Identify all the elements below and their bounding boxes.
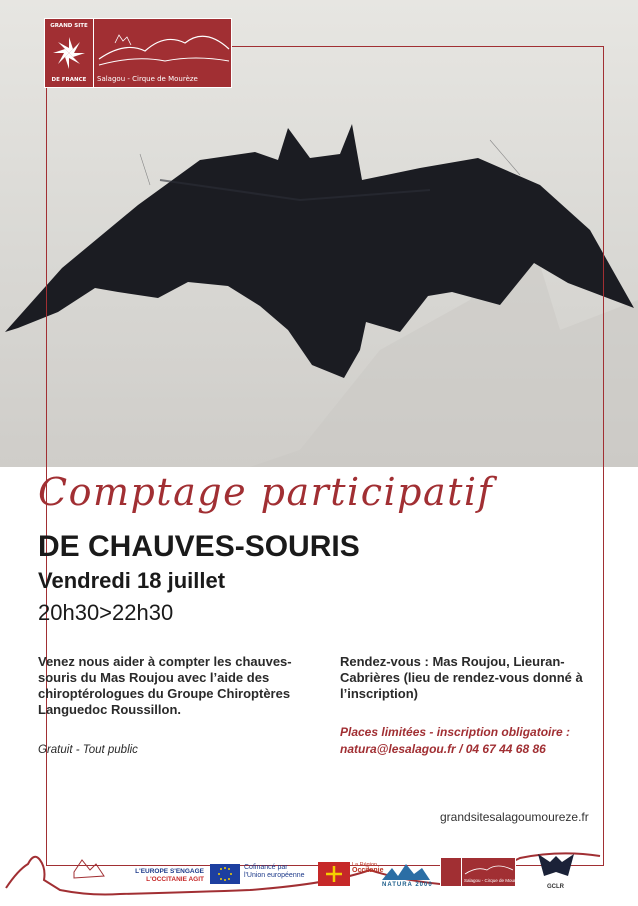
logo-top-text: GRAND SITE: [50, 23, 88, 29]
logo-subtitle: Salagou - Cirque de Mourèze: [97, 75, 198, 83]
small-emblem-icon: [441, 858, 462, 886]
occitanie-cross-icon: [318, 862, 350, 886]
gclr-bat-icon: [528, 846, 584, 902]
gclr-label: GCLR: [547, 884, 564, 890]
event-date: Vendredi 18 juillet: [38, 568, 226, 593]
meeting-point: Rendez-vous : Mas Roujou, Lieuran-Cabrières (lieu de rendez-vous donné à l’inscription): [340, 654, 583, 701]
places-limited: Places limitées - inscription obligatoire :: [340, 725, 571, 739]
natura-label: NATURA 2000: [382, 882, 433, 888]
small-landscape-icon: [463, 860, 515, 878]
eu-stars-icon: [210, 864, 240, 884]
event-title-script: Comptage participatif: [38, 470, 494, 514]
eu-engage-logo: L'EUROPE S'ENGAGE L'OCCITANIE AGIT: [135, 868, 204, 883]
cofinance-text: Cofinancé par l'Union européenne: [244, 864, 305, 879]
cross-icon: [318, 862, 350, 886]
contact-line[interactable]: natura@lesalagou.fr / 04 67 44 68 86: [340, 742, 546, 756]
grand-site-emblem: [45, 19, 94, 87]
website-link[interactable]: grandsitesalagoumoureze.fr: [440, 810, 589, 824]
landscape-icon: [95, 21, 233, 71]
event-audience: Gratuit - Tout public: [38, 744, 138, 756]
grand-site-logo: [44, 18, 232, 88]
registration-info: [340, 724, 600, 758]
eu-flag-icon: [210, 864, 240, 884]
event-description: Venez nous aider à compter les chauves-souris du Mas Roujou avec l’aide des chiroptérologues du Groupe Chiroptères Languedoc Roussillon.: [38, 654, 292, 717]
event-time: 20h30>22h30: [38, 600, 174, 625]
event-title-main: DE CHAUVES-SOURIS: [38, 530, 360, 563]
logo-bottom-text: DE FRANCE: [51, 77, 87, 83]
region-occitanie-logo: La Région Occitanie: [352, 862, 384, 874]
grand-site-logo-small: Salagou - Cirque de Mourèze: [440, 857, 516, 887]
